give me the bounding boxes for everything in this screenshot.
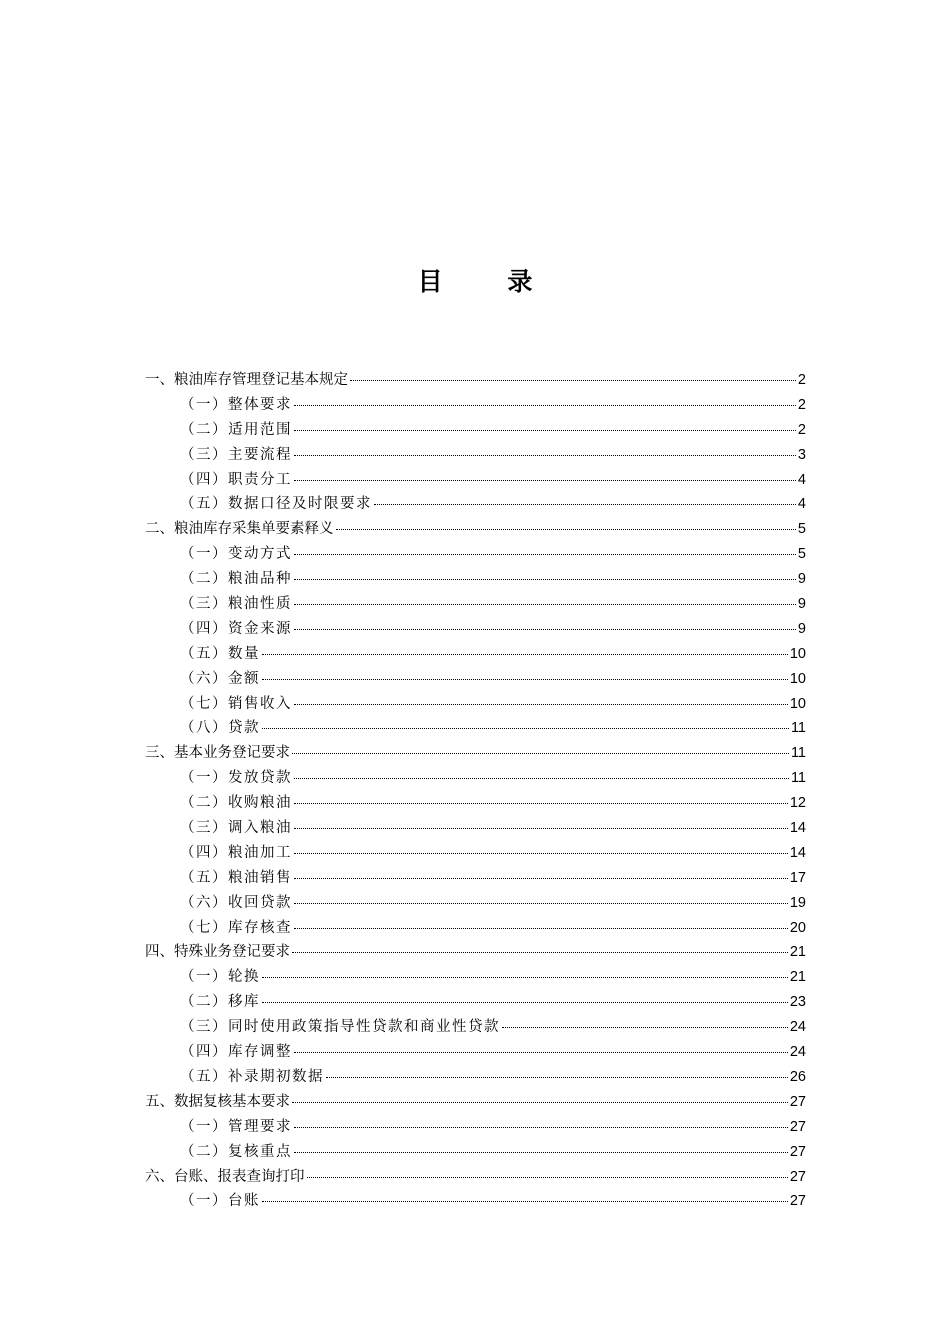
toc-entry-text: （四）粮油加工 bbox=[180, 844, 292, 861]
toc-leader-dots bbox=[262, 728, 789, 729]
toc-entry-text: （三）粮油性质 bbox=[180, 596, 292, 613]
toc-entry-text: （六）金额 bbox=[180, 670, 260, 687]
toc-subsection-link[interactable] bbox=[145, 1140, 806, 1165]
toc-subsection-link[interactable] bbox=[145, 692, 806, 717]
toc-entry-text: （二）粮油品种 bbox=[180, 571, 292, 588]
toc-leader-dots bbox=[262, 1002, 788, 1003]
toc-leader-dots bbox=[294, 928, 788, 929]
toc-subsection-link[interactable] bbox=[145, 916, 806, 941]
toc-subsection-link[interactable] bbox=[145, 567, 806, 592]
toc-page-number: 27 bbox=[789, 1093, 806, 1110]
toc-leader-dots bbox=[294, 1052, 788, 1053]
toc-subsection-link[interactable] bbox=[145, 1040, 806, 1065]
toc-subsection-link[interactable] bbox=[145, 866, 806, 891]
toc-page-number: 27 bbox=[789, 1168, 806, 1185]
toc-leader-dots bbox=[294, 579, 796, 580]
toc-subsection-link[interactable] bbox=[145, 766, 806, 791]
toc-entry-text: 三、基本业务登记要求 bbox=[145, 745, 290, 762]
toc-subsection-link[interactable] bbox=[145, 1115, 806, 1140]
toc-page-number: 9 bbox=[797, 620, 806, 637]
toc-page-number: 9 bbox=[797, 596, 806, 613]
toc-page-number: 23 bbox=[789, 994, 806, 1011]
toc-subsection-link[interactable] bbox=[145, 642, 806, 667]
toc-subsection-link[interactable] bbox=[145, 418, 806, 443]
toc-entry-text: 一、粮油库存管理登记基本规定 bbox=[145, 372, 348, 388]
toc-entry-text: （一）管理要求 bbox=[180, 1118, 292, 1135]
toc-entry-text: （五）补录期初数据 bbox=[180, 1068, 324, 1085]
toc-subsection-link[interactable] bbox=[145, 1189, 806, 1214]
toc-leader-dots bbox=[294, 778, 789, 779]
toc-page-number: 17 bbox=[789, 869, 806, 886]
toc-entry-text: （二）适用范围 bbox=[180, 421, 292, 438]
toc-subsection-link[interactable] bbox=[145, 667, 806, 692]
toc-entry-text: （二）复核重点 bbox=[180, 1143, 292, 1160]
toc-leader-dots bbox=[294, 1152, 788, 1153]
toc-page-number: 10 bbox=[789, 645, 806, 662]
toc-page-number: 21 bbox=[789, 969, 806, 986]
toc-page-number: 5 bbox=[797, 521, 806, 538]
toc-entry-text: （八）贷款 bbox=[180, 720, 260, 737]
toc-section-link[interactable] bbox=[145, 517, 806, 542]
toc-entry-text: 五、数据复核基本要求 bbox=[145, 1093, 290, 1110]
toc-entry-text: （四）库存调整 bbox=[180, 1044, 292, 1061]
toc-leader-dots bbox=[262, 679, 788, 680]
toc-page-number: 10 bbox=[789, 695, 806, 712]
toc-entry-text: 六、台账、报表查询打印 bbox=[145, 1168, 305, 1185]
toc-leader-dots bbox=[294, 1127, 788, 1128]
toc-page-number: 2 bbox=[797, 372, 806, 388]
toc-page-number: 14 bbox=[789, 820, 806, 837]
toc-entry-text: （六）收回贷款 bbox=[180, 894, 292, 911]
page-title: 目 录 bbox=[417, 267, 561, 296]
toc-subsection-link[interactable] bbox=[145, 965, 806, 990]
toc-leader-dots bbox=[262, 1201, 788, 1202]
toc-page-number: 24 bbox=[789, 1019, 806, 1036]
toc-leader-dots bbox=[292, 952, 788, 953]
toc-entry-text: （七）库存核查 bbox=[180, 919, 292, 936]
toc-leader-dots bbox=[294, 629, 796, 630]
toc-leader-dots bbox=[294, 853, 788, 854]
toc-entry-text: （二）收购粮油 bbox=[180, 795, 292, 812]
toc-leader-dots bbox=[294, 803, 788, 804]
toc-entry-text: （一）台账 bbox=[180, 1193, 260, 1210]
toc-page-number: 2 bbox=[797, 421, 806, 438]
toc-subsection-link[interactable] bbox=[145, 791, 806, 816]
toc-leader-dots bbox=[292, 1102, 788, 1103]
toc-page-number: 27 bbox=[789, 1193, 806, 1210]
toc-entry-text: （一）轮换 bbox=[180, 969, 260, 986]
toc-entry-text: （一）发放贷款 bbox=[180, 770, 292, 787]
toc-leader-dots bbox=[294, 878, 788, 879]
toc-leader-dots bbox=[294, 903, 788, 904]
toc-entry-text: （一）变动方式 bbox=[180, 546, 292, 563]
toc-leader-dots bbox=[262, 654, 788, 655]
toc-page-number: 24 bbox=[789, 1044, 806, 1061]
toc-subsection-link[interactable] bbox=[145, 617, 806, 642]
toc-entry-text: 二、粮油库存采集单要素释义 bbox=[145, 521, 334, 538]
toc-page-number: 12 bbox=[789, 795, 806, 812]
toc-leader-dots bbox=[326, 1077, 788, 1078]
toc-page-number: 9 bbox=[797, 571, 806, 588]
toc-leader-dots bbox=[502, 1027, 788, 1028]
toc-entry-text: （五）数据口径及时限要求 bbox=[180, 496, 372, 513]
toc-leader-dots bbox=[262, 977, 788, 978]
toc-leader-dots bbox=[294, 828, 788, 829]
toc-page-number: 14 bbox=[789, 844, 806, 861]
toc-entry-text: （一）整体要求 bbox=[180, 396, 292, 413]
toc-leader-dots bbox=[350, 380, 796, 381]
toc-subsection-link[interactable] bbox=[145, 891, 806, 916]
toc-page-number: 26 bbox=[789, 1068, 806, 1085]
toc-subsection-link[interactable] bbox=[145, 1015, 806, 1040]
toc-entry-text: （五）粮油销售 bbox=[180, 869, 292, 886]
toc-page-number: 27 bbox=[789, 1143, 806, 1160]
toc-page-number: 11 bbox=[790, 745, 806, 762]
toc-entry-text: （二）移库 bbox=[180, 994, 260, 1011]
toc-subsection-link[interactable] bbox=[145, 492, 806, 517]
toc-subsection-link[interactable] bbox=[145, 393, 806, 418]
toc-leader-dots bbox=[307, 1177, 788, 1178]
toc-entry-text: 四、特殊业务登记要求 bbox=[145, 944, 290, 961]
toc-entry-text: （三）主要流程 bbox=[180, 446, 292, 463]
toc-page-number: 19 bbox=[789, 894, 806, 911]
toc-page-number: 3 bbox=[797, 446, 806, 463]
toc-page-number: 4 bbox=[797, 471, 806, 488]
toc-subsection-link[interactable] bbox=[145, 1065, 806, 1090]
toc-subsection-link[interactable] bbox=[145, 841, 806, 866]
toc-section-link[interactable] bbox=[145, 1090, 806, 1115]
table-of-contents bbox=[145, 368, 806, 1214]
toc-page-number: 5 bbox=[797, 546, 806, 563]
toc-subsection-link[interactable] bbox=[145, 816, 806, 841]
toc-leader-dots bbox=[294, 604, 796, 605]
toc-leader-dots bbox=[294, 554, 796, 555]
toc-page-number: 4 bbox=[797, 496, 806, 513]
toc-entry-text: （五）数量 bbox=[180, 645, 260, 662]
toc-leader-dots bbox=[292, 753, 789, 754]
toc-entry-text: （七）销售收入 bbox=[180, 695, 292, 712]
toc-leader-dots bbox=[336, 529, 796, 530]
toc-entry-text: （三）同时使用政策指导性贷款和商业性贷款 bbox=[180, 1019, 500, 1036]
toc-subsection-link[interactable] bbox=[145, 468, 806, 493]
toc-page-number: 27 bbox=[789, 1118, 806, 1135]
toc-section-link[interactable] bbox=[145, 1165, 806, 1190]
toc-page-number: 20 bbox=[789, 919, 806, 936]
toc-page-number: 10 bbox=[789, 670, 806, 687]
toc-leader-dots bbox=[294, 430, 796, 431]
toc-leader-dots bbox=[294, 704, 788, 705]
toc-subsection-link[interactable] bbox=[145, 990, 806, 1015]
toc-page-number: 11 bbox=[790, 770, 806, 787]
toc-leader-dots bbox=[294, 480, 796, 481]
toc-leader-dots bbox=[294, 405, 796, 406]
toc-subsection-link[interactable] bbox=[145, 716, 806, 741]
toc-leader-dots bbox=[374, 504, 796, 505]
toc-subsection-link[interactable] bbox=[145, 443, 806, 468]
toc-subsection-link[interactable] bbox=[145, 592, 806, 617]
toc-page-number: 11 bbox=[790, 720, 806, 737]
toc-leader-dots bbox=[294, 455, 796, 456]
toc-entry-text: （四）职责分工 bbox=[180, 471, 292, 488]
toc-page-number: 2 bbox=[797, 396, 806, 413]
toc-section-link[interactable] bbox=[145, 368, 806, 393]
toc-section-link[interactable] bbox=[145, 940, 806, 965]
toc-entry-text: （四）资金来源 bbox=[180, 620, 292, 637]
toc-page-number: 21 bbox=[789, 944, 806, 961]
toc-section-link[interactable] bbox=[145, 741, 806, 766]
toc-entry-text: （三）调入粮油 bbox=[180, 820, 292, 837]
toc-subsection-link[interactable] bbox=[145, 542, 806, 567]
